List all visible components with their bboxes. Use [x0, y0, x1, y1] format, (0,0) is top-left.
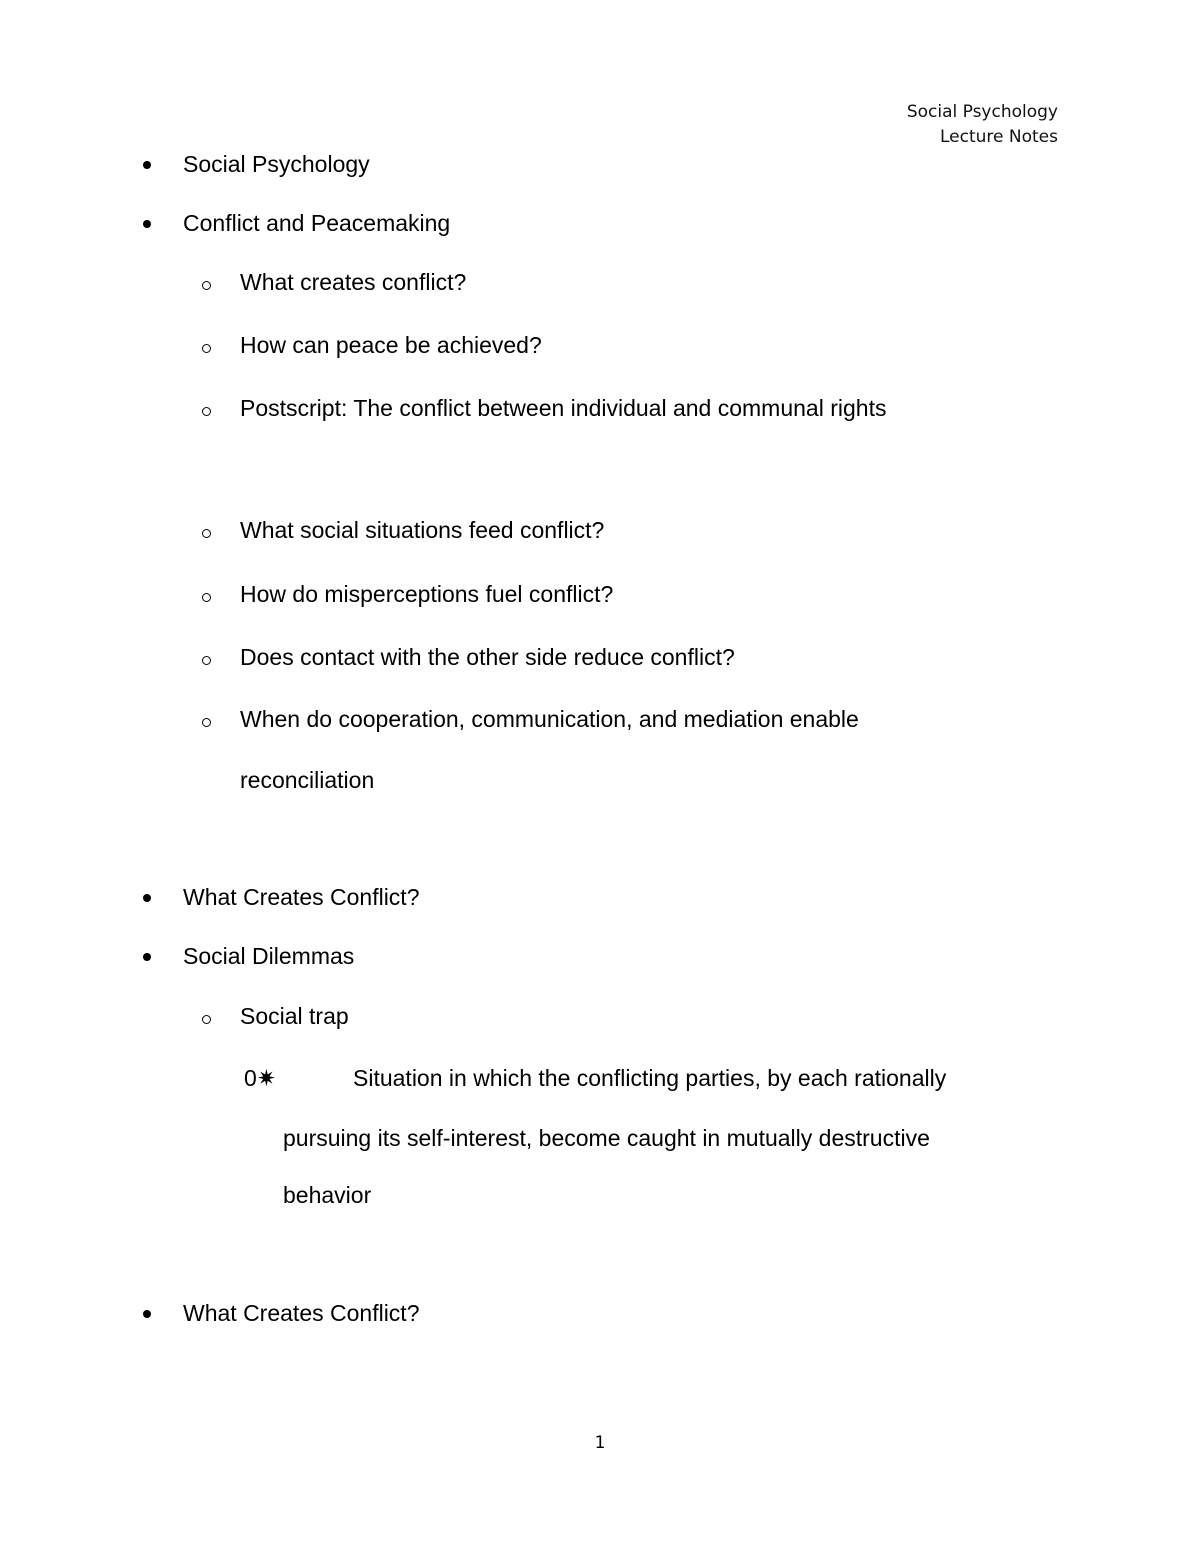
sub-item: Postscript: The conflict between individual and communal rights: [240, 395, 887, 421]
header-course-title: Social Psychology: [906, 102, 1058, 122]
circle-bullet-icon: [202, 529, 211, 538]
bullet-icon: [143, 1310, 151, 1318]
circle-bullet-icon: [202, 718, 211, 727]
outline-item-social-dilemmas: Social Dilemmas: [183, 943, 355, 969]
bullet-icon: [143, 894, 151, 902]
running-header: [907, 100, 1058, 150]
sub-item-social-trap: Social trap: [240, 1003, 349, 1029]
detail-line: pursuing its self-interest, become caught in mutually destructive: [283, 1125, 930, 1151]
sub-item: When do cooperation, communication, and mediation enable: [240, 706, 859, 732]
circle-bullet-icon: [202, 281, 211, 290]
circle-bullet-icon: [202, 407, 211, 416]
circle-bullet-icon: [202, 1015, 211, 1024]
outline-item-conflict-peacemaking: Conflict and Peacemaking: [183, 210, 451, 236]
header-doc-type: Lecture Notes: [940, 127, 1058, 147]
outline-item-what-creates-conflict: What Creates Conflict?: [183, 884, 420, 910]
sub-item: What social situations feed conflict?: [240, 517, 605, 543]
sub-item-continuation: reconciliation: [240, 767, 375, 793]
circle-bullet-icon: [202, 656, 211, 665]
detail-line: behavior: [283, 1182, 372, 1208]
sub-item: How can peace be achieved?: [240, 332, 542, 358]
page-number: 1: [594, 1433, 606, 1453]
bullet-icon: [143, 220, 151, 228]
bullet-icon: [143, 161, 151, 169]
circle-bullet-icon: [202, 344, 211, 353]
circle-bullet-icon: [202, 593, 211, 602]
sub-item: How do misperceptions fuel conflict?: [240, 581, 614, 607]
sub-item: Does contact with the other side reduce conflict?: [240, 644, 735, 670]
outline-item-social-psychology: Social Psychology: [183, 151, 370, 177]
outline-item-what-creates-conflict-2: What Creates Conflict?: [183, 1300, 420, 1326]
detail-line: Situation in which the conflicting parties, by each rationally: [353, 1065, 947, 1091]
bullet-icon: [143, 953, 151, 961]
sub-item: What creates conflict?: [240, 269, 467, 295]
wingding-marker-icon: 0✷: [244, 1065, 277, 1091]
